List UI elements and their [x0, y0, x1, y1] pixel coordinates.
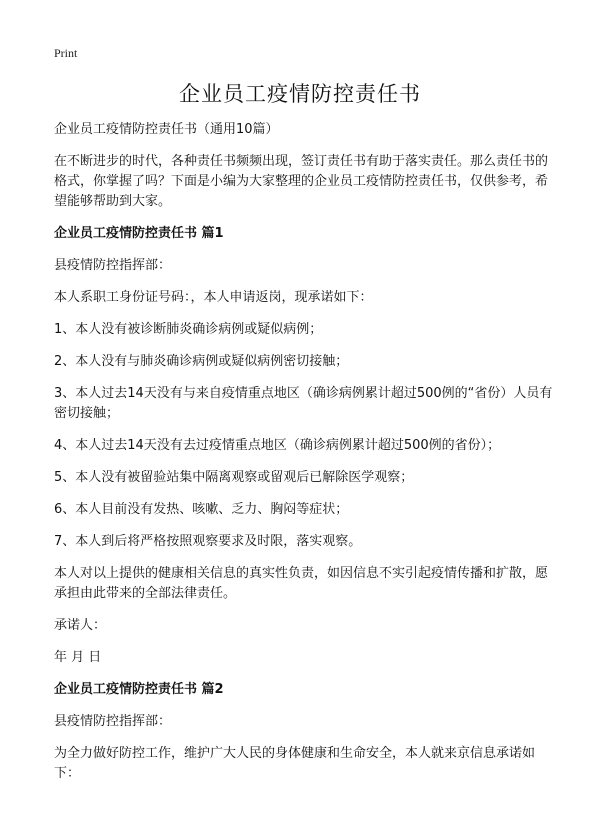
section-1-heading: 企业员工疫情防控责任书 篇1 — [54, 226, 224, 241]
date-label: 年 月 日 — [54, 650, 102, 665]
commitment-item-7: 7、本人到后将严格按照观察要求及时限，落实观察。 — [54, 534, 362, 549]
document-body — [54, 120, 554, 784]
commitment-item-2: 2、本人没有与肺炎确诊病例或疑似病例密切接触； — [54, 354, 349, 369]
commitment-item-4: 4、本人过去14天没有去过疫情重点地区（确诊病例累计超过500例的省份）； — [54, 438, 501, 453]
signer-label: 承诺人： — [54, 618, 107, 633]
section-1-closing: 本人对以上提供的健康相关信息的真实性负责，如因信息不实引起疫情传播和扩散，愿承担由此带来的全部法律责任。 — [54, 566, 549, 601]
section-2-statement: 为全力做好防控工作，维护广大人民的身体健康和生命安全，本人就来京信息承诺如下： — [54, 746, 536, 781]
document-subtitle: 企业员工疫情防控责任书（通用10篇） — [54, 122, 279, 137]
commitment-item-6: 6、本人目前没有发热、咳嗽、乏力、胸闷等症状； — [54, 502, 349, 517]
commitment-item-5: 5、本人没有被留验站集中隔离观察或留观后已解除医学观察； — [54, 470, 414, 485]
section-1-addressee: 县疫情防控指挥部： — [54, 258, 172, 273]
print-link[interactable]: Print — [54, 46, 78, 60]
commitment-item-1: 1、本人没有被诊断肺炎确诊病例或疑似病例； — [54, 322, 323, 337]
section-2-addressee: 县疫情防控指挥部： — [54, 714, 172, 729]
section-1-statement: 本人系职工身份证号码：，本人申请返岗，现承诺如下： — [54, 290, 373, 305]
intro-paragraph: 在不断进步的时代，各种责任书频频出现，签订责任书有助于落实责任。那么责任书的格式，你掌握了吗？下面是小编为大家整理的企业员工疫情防控责任书，仅供参考，希望能够帮助到大家。 — [54, 154, 549, 209]
section-2-heading: 企业员工疫情防控责任书 篇2 — [54, 682, 224, 697]
page-title: 企业员工疫情防控责任书 — [179, 82, 421, 106]
commitment-item-3: 3、本人过去14天没有与来自疫情重点地区（确诊病例累计超过500例的“省份）人员有密切接触； — [54, 386, 553, 421]
